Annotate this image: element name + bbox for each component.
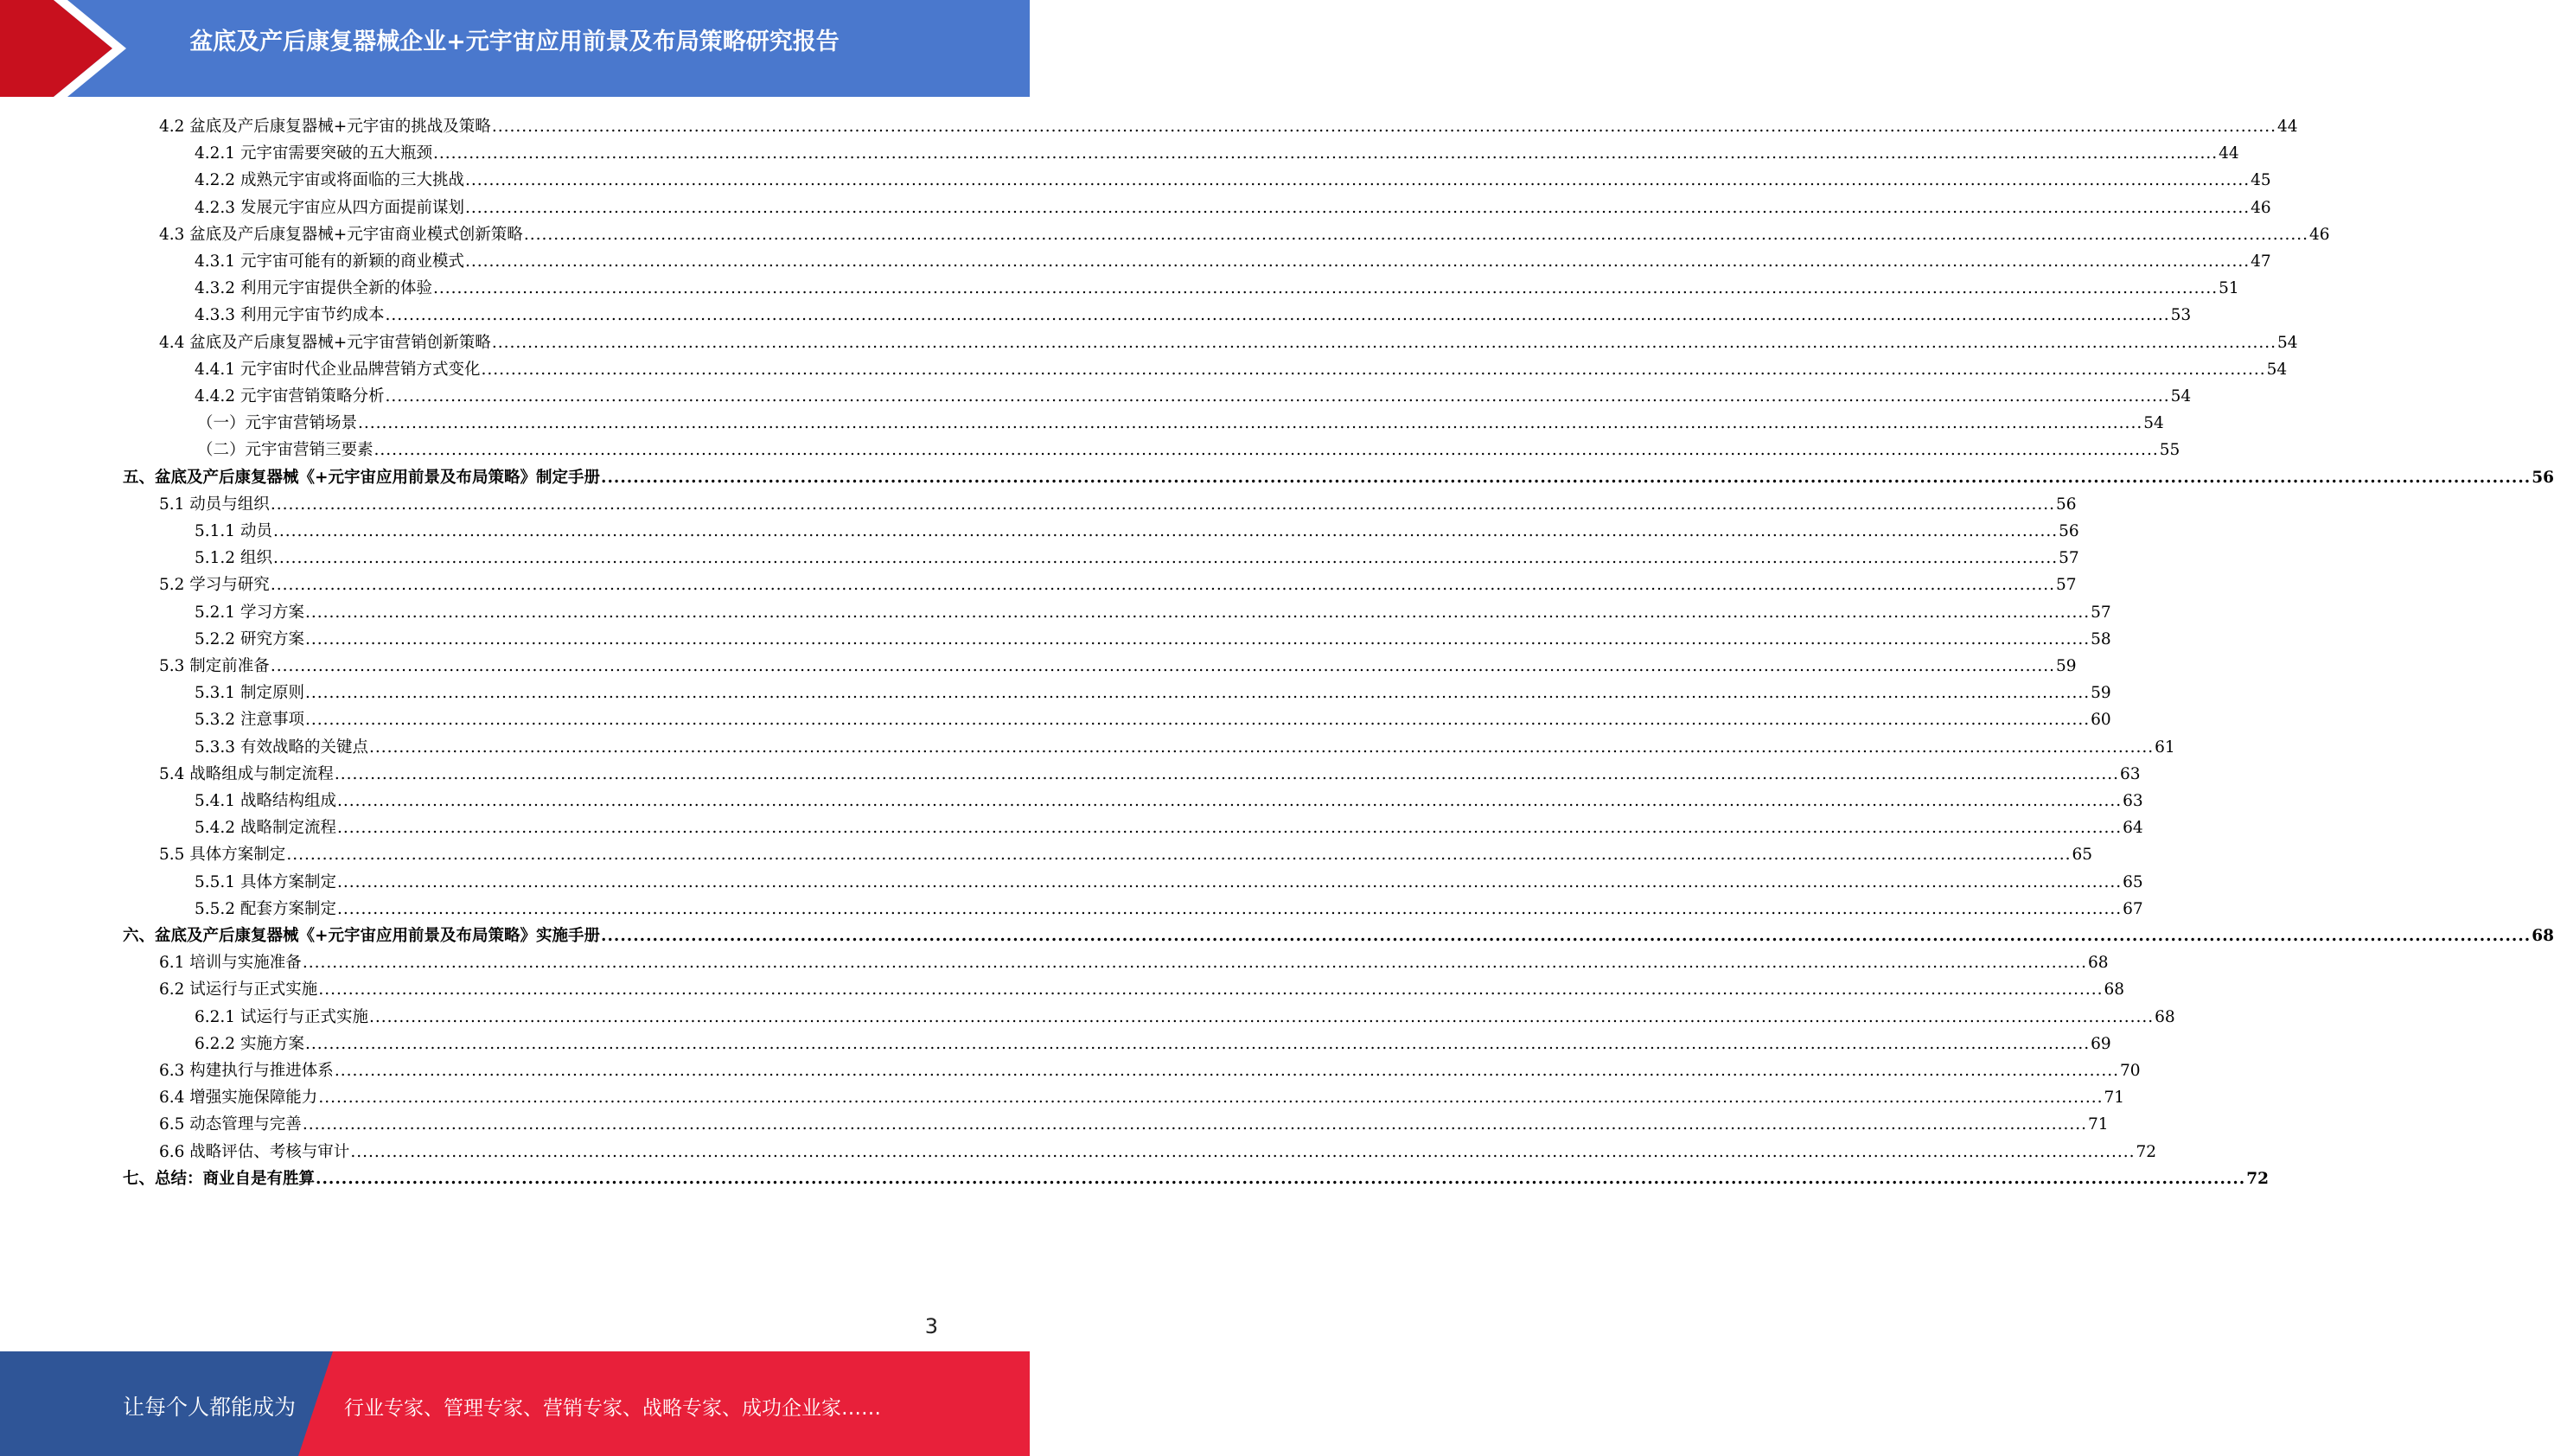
toc-entry[interactable] <box>195 246 2271 272</box>
toc-entry[interactable] <box>197 407 2164 434</box>
toc-leader-dots: ............................................................................................................................................................................................................................................................................................................ <box>304 711 2091 730</box>
toc-entry-page: 68 <box>2155 1007 2175 1026</box>
toc-leader-dots: ............................................................................................................................................................................................................................................................................................................ <box>270 657 2055 675</box>
toc-entry[interactable] <box>123 462 2554 489</box>
toc-entry-label: 4.4.1 元宇宙时代企业品牌营销方式变化 <box>195 360 481 379</box>
toc-entry[interactable] <box>195 731 2175 758</box>
toc-leader-dots: ............................................................................................................................................................................................................................................................................................................ <box>286 846 2072 865</box>
toc-entry-label: 6.4 增强实施保障能力 <box>159 1089 318 1108</box>
toc-entry-page: 59 <box>2091 684 2111 703</box>
toc-entry-label: 5.3.2 注意事项 <box>195 711 304 730</box>
toc-entry-label: 4.2.1 元宇宙需要突破的五大瓶颈 <box>195 144 432 163</box>
toc-entry-page: 65 <box>2072 846 2093 865</box>
toc-entry-page: 70 <box>2120 1062 2141 1080</box>
toc-leader-dots: ............................................................................................................................................................................................................................................................................................................ <box>334 764 2119 783</box>
toc-entry-page: 46 <box>2309 225 2330 244</box>
toc-entry[interactable] <box>195 866 2143 893</box>
toc-entry-page: 61 <box>2155 738 2175 757</box>
toc-entry[interactable] <box>159 1136 2157 1163</box>
toc-entry-label: 4.4 盆底及产后康复器械+元宇宙营销创新策略 <box>159 333 491 352</box>
toc-entry-label: 5.4.2 战略制定流程 <box>195 819 336 838</box>
page-header <box>0 0 1030 97</box>
toc-entry[interactable] <box>159 1082 2125 1108</box>
toc-leader-dots: ............................................................................................................................................................................................................................................................................................................ <box>464 252 2251 271</box>
toc-leader-dots: ............................................................................................................................................................................................................................................................................................................ <box>481 360 2266 379</box>
toc-entry[interactable] <box>159 1055 2141 1082</box>
toc-leader-dots: ............................................................................................................................................................................................................................................................................................................ <box>358 414 2143 433</box>
toc-leader-dots: ............................................................................................................................................................................................................................................................................................................ <box>302 954 2087 973</box>
toc-entry-label: 6.2.2 实施方案 <box>195 1034 304 1053</box>
toc-entry-page: 54 <box>2170 387 2192 406</box>
toc-leader-dots: ............................................................................................................................................................................................................................................................................................................ <box>432 144 2219 163</box>
toc-entry-label: 6.1 培训与实施准备 <box>159 954 302 973</box>
toc-entry-label: 5.4 战略组成与制定流程 <box>159 764 334 783</box>
toc-entry-page: 55 <box>2159 441 2180 460</box>
toc-leader-dots: ............................................................................................................................................................................................................................................................................................................ <box>316 1169 2246 1188</box>
footer-slogan-left: 让每个人都能成为 <box>123 1395 297 1420</box>
page-number: 3 <box>924 1314 938 1338</box>
toc-entry-label: 5.1.2 组织 <box>195 549 272 568</box>
toc-entry-page: 54 <box>2277 333 2298 352</box>
toc-leader-dots: ............................................................................................................................................................................................................................................................................................................ <box>385 387 2170 406</box>
toc-entry-page: 72 <box>2246 1169 2269 1188</box>
toc-entry-page: 63 <box>2123 792 2143 810</box>
toc-entry-page: 71 <box>2088 1115 2109 1134</box>
toc-entry-page: 63 <box>2120 764 2141 783</box>
toc-entry-label: 6.5 动态管理与完善 <box>159 1115 302 1134</box>
toc-entry[interactable] <box>159 569 2077 596</box>
toc-leader-dots: ............................................................................................................................................................................................................................................................................................................ <box>336 899 2123 918</box>
toc-entry-page: 44 <box>2277 118 2298 136</box>
toc-entry-label: 4.4.2 元宇宙营销策略分析 <box>195 387 385 406</box>
toc-entry-page: 65 <box>2123 872 2143 891</box>
toc-entry-page: 54 <box>2143 414 2164 433</box>
toc-leader-dots: ............................................................................................................................................................................................................................................................................................................ <box>272 522 2059 540</box>
toc-entry[interactable] <box>159 947 2109 974</box>
toc-leader-dots: ............................................................................................................................................................................................................................................................................................................ <box>272 549 2059 568</box>
toc-entry-label: （二）元宇宙营销三要素 <box>197 441 374 460</box>
toc-leader-dots: ............................................................................................................................................................................................................................................................................................................ <box>432 279 2219 298</box>
toc-leader-dots: ............................................................................................................................................................................................................................................................................................................ <box>270 576 2055 595</box>
toc-entry[interactable] <box>195 677 2111 704</box>
toc-entry[interactable] <box>195 623 2111 650</box>
toc-entry-page: 59 <box>2056 657 2077 675</box>
toc-leader-dots: ............................................................................................................................................................................................................................................................................................................ <box>318 1089 2104 1108</box>
toc-leader-dots: ............................................................................................................................................................................................................................................................................................................ <box>374 441 2159 460</box>
toc-entry-label: 6.2 试运行与正式实施 <box>159 980 318 999</box>
toc-entry[interactable] <box>195 1028 2111 1055</box>
document-title: 盆底及产后康复器械企业+元宇宙应用前景及布局策略研究报告 <box>189 29 840 55</box>
toc-leader-dots: ............................................................................................................................................................................................................................................................................................................ <box>336 792 2123 810</box>
toc-entry[interactable] <box>159 1108 2109 1135</box>
toc-entry-page: 68 <box>2088 954 2109 973</box>
toc-entry-label: 4.3.1 元宇宙可能有的新颖的商业模式 <box>195 252 464 271</box>
toc-entry-label: （一）元宇宙营销场景 <box>197 414 358 433</box>
toc-entry[interactable] <box>195 272 2239 299</box>
toc-entry-label: 5.2 学习与研究 <box>159 576 270 595</box>
toc-leader-dots: ............................................................................................................................................................................................................................................................................................................ <box>270 495 2055 514</box>
toc-leader-dots: ............................................................................................................................................................................................................................................................................................................ <box>368 738 2155 757</box>
toc-entry[interactable] <box>195 515 2079 542</box>
toc-entry[interactable] <box>197 434 2180 461</box>
footer-slogan-right: 行业专家、管理专家、营销专家、战略专家、成功企业家…… <box>344 1397 881 1420</box>
toc-entry[interactable] <box>195 893 2143 920</box>
toc-entry-page: 68 <box>2104 980 2125 999</box>
toc-leader-dots: ............................................................................................................................................................................................................................................................................................................ <box>304 603 2091 622</box>
toc-entry-page: 60 <box>2091 711 2111 730</box>
toc-entry-page: 44 <box>2219 144 2239 163</box>
toc-entry[interactable] <box>195 704 2111 731</box>
toc-leader-dots: ............................................................................................................................................................................................................................................................................................................ <box>491 333 2276 352</box>
toc-entry[interactable] <box>123 920 2554 947</box>
toc-entry-page: 56 <box>2532 468 2554 487</box>
toc-entry-page: 45 <box>2251 171 2271 190</box>
toc-entry-label: 5.1.1 动员 <box>195 522 272 540</box>
toc-leader-dots: ............................................................................................................................................................................................................................................................................................................ <box>368 1007 2155 1026</box>
toc-entry-page: 64 <box>2123 819 2143 838</box>
toc-entry-label: 5.2.2 研究方案 <box>195 629 304 648</box>
toc-entry[interactable] <box>123 1163 2269 1190</box>
toc-entry-label: 6.6 战略评估、考核与审计 <box>159 1142 350 1161</box>
toc-leader-dots: ............................................................................................................................................................................................................................................................................................................ <box>318 980 2104 999</box>
toc-entry[interactable] <box>195 354 2288 380</box>
toc-leader-dots: ............................................................................................................................................................................................................................................................................................................ <box>336 819 2123 838</box>
toc-entry[interactable] <box>159 111 2298 137</box>
toc-entry-page: 47 <box>2251 252 2271 271</box>
toc-leader-dots: ............................................................................................................................................................................................................................................................................................................ <box>304 684 2091 703</box>
toc-entry-label: 5.3.3 有效战略的关键点 <box>195 738 368 757</box>
toc-entry-label: 五、盆底及产后康复器械《+元宇宙应用前景及布局策略》制定手册 <box>123 468 601 487</box>
toc-entry-label: 5.4.1 战略结构组成 <box>195 792 336 810</box>
toc-entry-page: 51 <box>2219 279 2239 298</box>
toc-entry-page: 68 <box>2532 927 2554 945</box>
toc-entry[interactable] <box>195 164 2271 191</box>
toc-entry-label: 4.2 盆底及产后康复器械+元宇宙的挑战及策略 <box>159 118 491 136</box>
toc-entry-label: 4.2.2 成熟元宇宙或将面临的三大挑战 <box>195 171 464 190</box>
toc-leader-dots: ............................................................................................................................................................................................................................................................................................................ <box>491 118 2276 136</box>
toc-entry-page: 57 <box>2091 603 2111 622</box>
toc-leader-dots: ............................................................................................................................................................................................................................................................................................................ <box>350 1142 2136 1161</box>
toc-entry[interactable] <box>195 812 2143 839</box>
toc-entry-page: 57 <box>2056 576 2077 595</box>
toc-entry[interactable] <box>195 597 2111 623</box>
toc-entry-label: 5.5.2 配套方案制定 <box>195 899 336 918</box>
toc-leader-dots: ............................................................................................................................................................................................................................................................................................................ <box>304 1034 2091 1053</box>
toc-entry[interactable] <box>195 299 2192 326</box>
page-footer <box>0 1351 1030 1456</box>
toc-entry[interactable] <box>159 650 2077 677</box>
toc-entry[interactable] <box>195 1001 2175 1028</box>
toc-leader-dots: ............................................................................................................................................................................................................................................................................................................ <box>523 225 2308 244</box>
toc-entry-page: 54 <box>2266 360 2288 379</box>
toc-leader-dots: ............................................................................................................................................................................................................................................................................................................ <box>334 1062 2119 1080</box>
toc-leader-dots: ............................................................................................................................................................................................................................................................................................................ <box>302 1115 2087 1134</box>
toc-entry[interactable] <box>159 974 2125 1000</box>
toc-entry-page: 58 <box>2091 629 2111 648</box>
toc-leader-dots: ............................................................................................................................................................................................................................................................................................................ <box>304 629 2091 648</box>
toc-entry-label: 6.2.1 试运行与正式实施 <box>195 1007 368 1026</box>
toc-leader-dots: ............................................................................................................................................................................................................................................................................................................ <box>464 171 2251 190</box>
toc-entry-label: 5.5 具体方案制定 <box>159 846 286 865</box>
toc-entry-page: 71 <box>2104 1089 2125 1108</box>
toc-entry-label: 七、总结：商业自是有胜算 <box>123 1169 316 1188</box>
toc-entry-page: 67 <box>2123 899 2143 918</box>
toc-entry-label: 4.2.3 发展元宇宙应从四方面提前谋划 <box>195 198 464 217</box>
toc-entry-label: 4.3.3 利用元宇宙节约成本 <box>195 306 385 325</box>
toc-entry-page: 46 <box>2251 198 2271 217</box>
toc-entry-label: 5.2.1 学习方案 <box>195 603 304 622</box>
toc-entry-label: 5.3.1 制定原则 <box>195 684 304 703</box>
toc-entry-page: 53 <box>2170 306 2192 325</box>
toc-entry[interactable] <box>159 758 2141 785</box>
toc-entry[interactable] <box>195 137 2239 164</box>
toc-entry-page: 56 <box>2059 522 2079 540</box>
toc-leader-dots: ............................................................................................................................................................................................................................................................................................................ <box>336 872 2123 891</box>
toc-entry-label: 5.5.1 具体方案制定 <box>195 872 336 891</box>
toc-entry-page: 57 <box>2059 549 2079 568</box>
toc-entry-label: 六、盆底及产后康复器械《+元宇宙应用前景及布局策略》实施手册 <box>123 927 601 945</box>
toc-leader-dots: ............................................................................................................................................................................................................................................................................................................ <box>601 927 2532 945</box>
toc-entry-label: 6.3 构建执行与推进体系 <box>159 1062 334 1080</box>
toc-entry-page: 72 <box>2136 1142 2157 1161</box>
toc-entry-label: 5.3 制定前准备 <box>159 657 270 675</box>
toc-entry-label: 4.3.2 利用元宇宙提供全新的体验 <box>195 279 432 298</box>
toc-entry[interactable] <box>195 542 2079 569</box>
toc-entry-label: 5.1 动员与组织 <box>159 495 270 514</box>
toc-entry[interactable] <box>195 192 2271 219</box>
toc-entry-label: 4.3 盆底及产后康复器械+元宇宙商业模式创新策略 <box>159 225 523 244</box>
toc-entry[interactable] <box>159 219 2330 246</box>
toc-entry[interactable] <box>159 327 2298 354</box>
toc-leader-dots: ............................................................................................................................................................................................................................................................................................................ <box>385 306 2170 325</box>
toc-entry[interactable] <box>159 489 2077 515</box>
toc-leader-dots: ............................................................................................................................................................................................................................................................................................................ <box>601 468 2532 487</box>
toc-entry[interactable] <box>159 839 2093 865</box>
toc-entry[interactable] <box>195 785 2143 812</box>
toc-entry-page: 56 <box>2056 495 2077 514</box>
toc-entry[interactable] <box>195 380 2192 407</box>
toc-leader-dots: ............................................................................................................................................................................................................................................................................................................ <box>464 198 2251 217</box>
toc-entry-page: 69 <box>2091 1034 2111 1053</box>
